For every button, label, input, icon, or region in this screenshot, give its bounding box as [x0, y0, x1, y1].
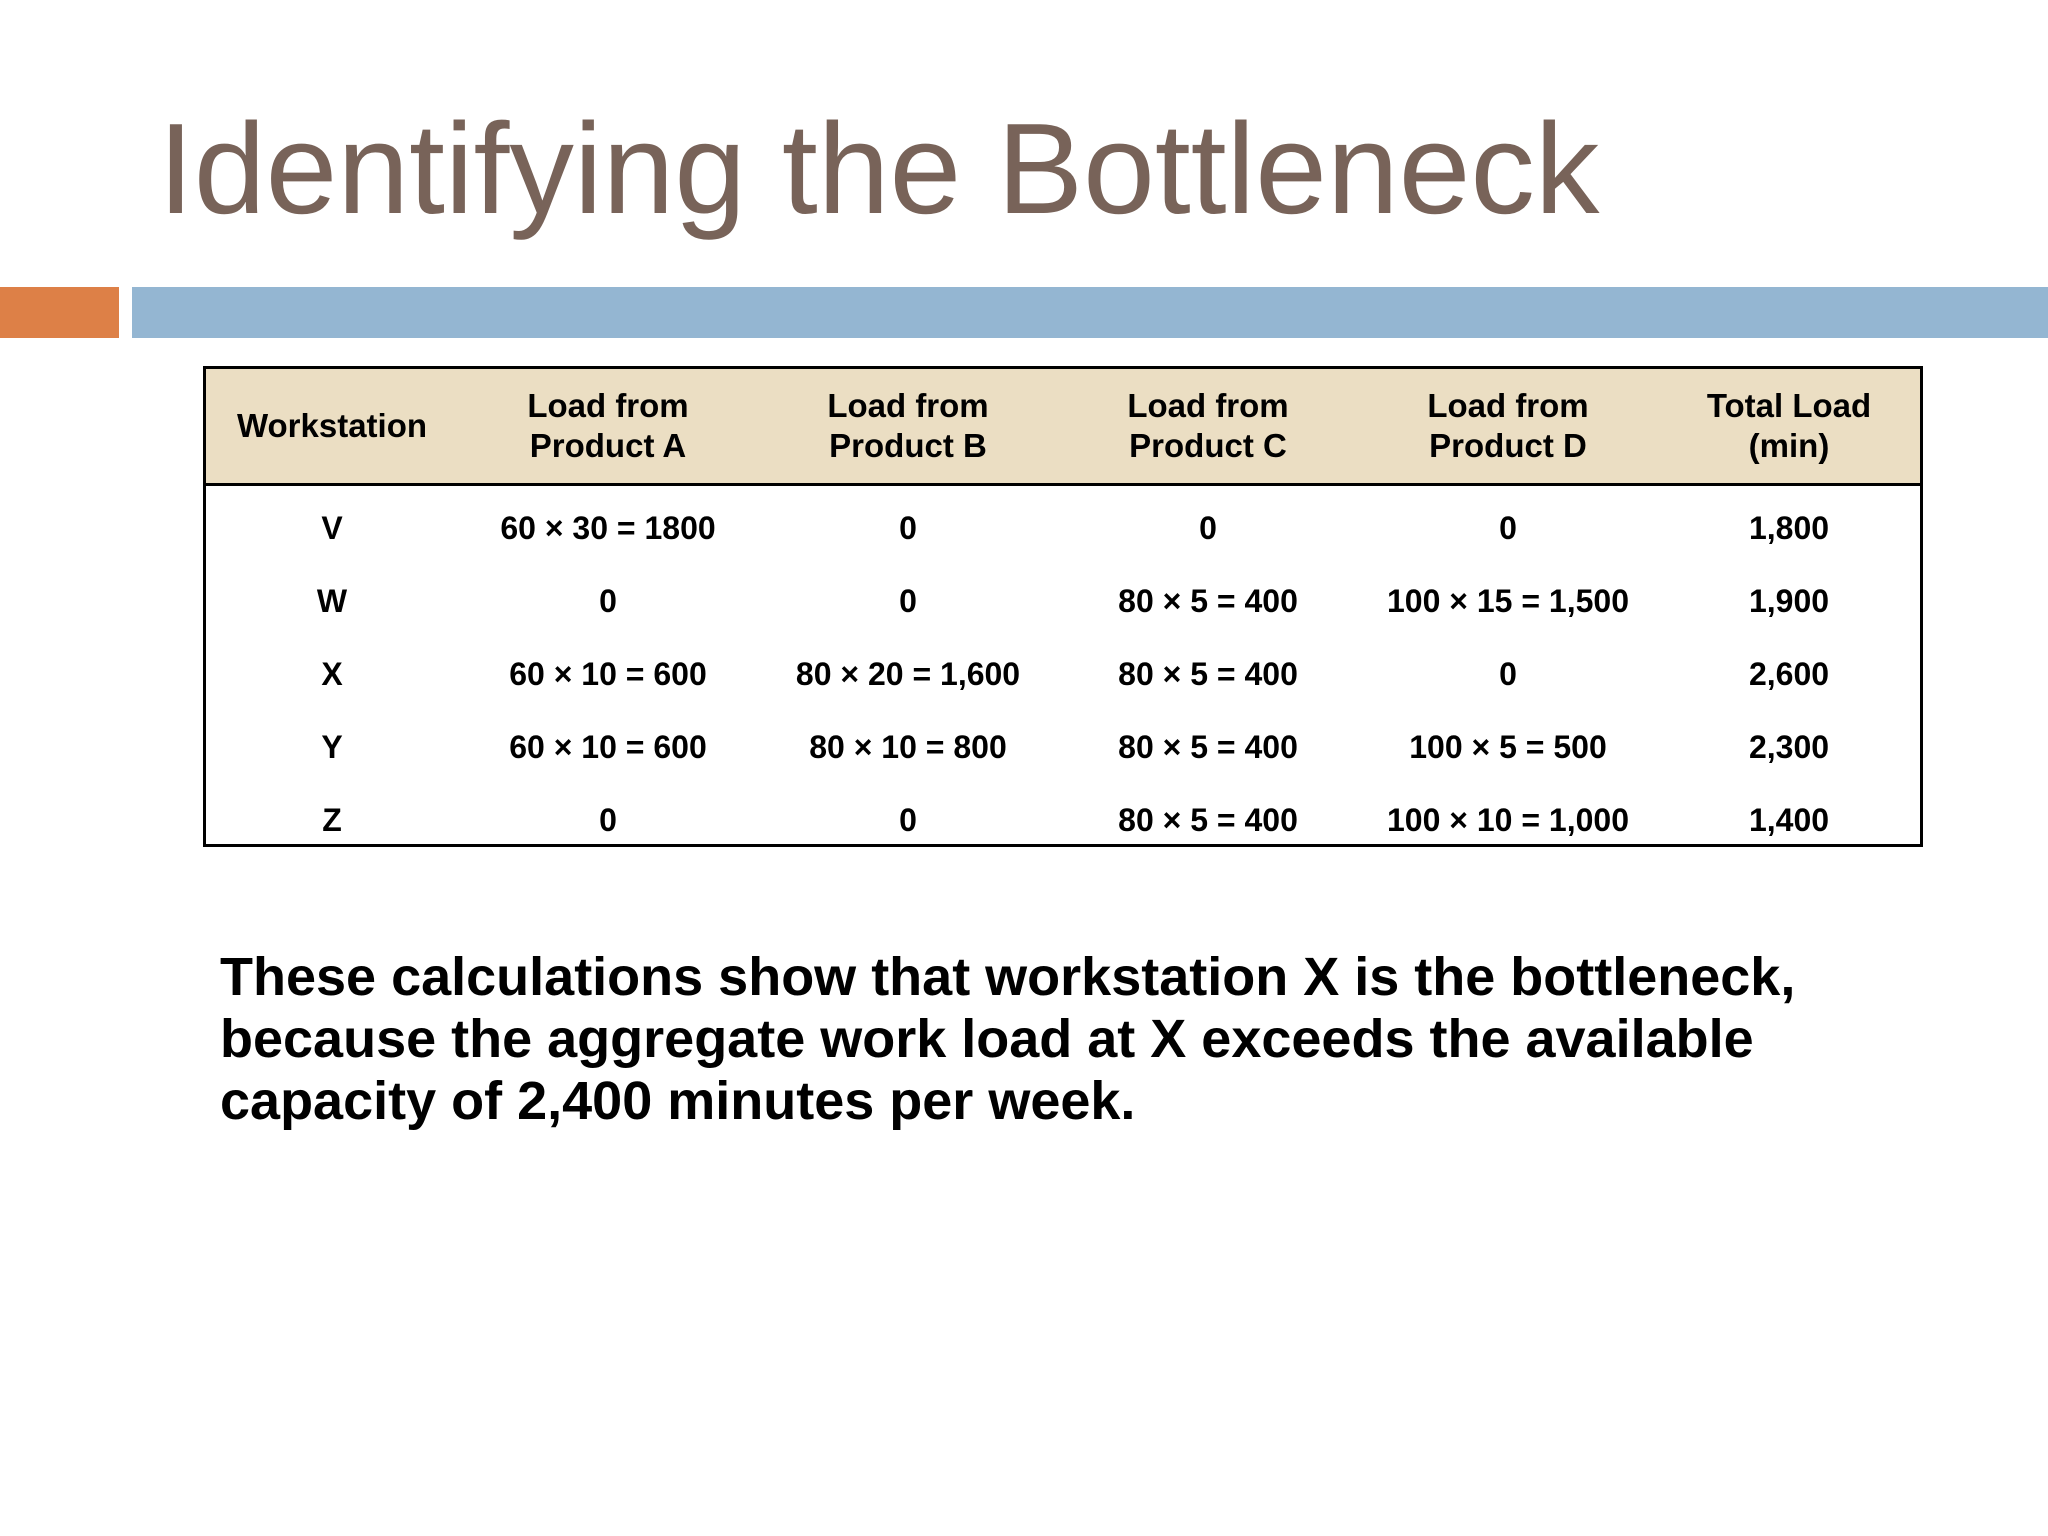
- cell-total-load: 1,400: [1748, 802, 1830, 838]
- header-line: Product D: [1429, 427, 1587, 464]
- cell-total-load: 2,300: [1748, 729, 1830, 765]
- header-total-load: [1658, 369, 1920, 485]
- cell-load-b: 80 × 10 = 800: [809, 729, 1007, 765]
- header-line: Load from: [827, 387, 989, 424]
- cell-workstation: V: [321, 510, 343, 546]
- cell-load-a: 0: [599, 802, 617, 838]
- header-line: Product B: [829, 427, 987, 464]
- table-header-row: [206, 369, 1920, 485]
- header-line: Product A: [529, 427, 687, 464]
- table-row: [206, 711, 1920, 784]
- table-row: [206, 485, 1920, 566]
- header-line: Total Load: [1706, 387, 1872, 424]
- accent-bar-blue: [132, 287, 2048, 338]
- cell-load-c: 80 × 5 = 400: [1118, 729, 1298, 765]
- header-line: Workstation: [236, 407, 428, 444]
- cell-load-b: 80 × 20 = 1,600: [795, 656, 1021, 692]
- workload-table: [206, 369, 1920, 857]
- cell-workstation: X: [321, 656, 343, 692]
- cell-load-d: 100 × 5 = 500: [1409, 729, 1607, 765]
- header-line: Load from: [1127, 387, 1289, 424]
- cell-load-d: 100 × 15 = 1,500: [1387, 583, 1629, 619]
- cell-load-a: 60 × 10 = 600: [509, 729, 707, 765]
- cell-load-b: 0: [899, 583, 917, 619]
- cell-load-c: 80 × 5 = 400: [1118, 583, 1298, 619]
- header-workstation: [206, 369, 458, 485]
- cell-total-load: 1,900: [1748, 583, 1830, 619]
- slide-title: Identifying the Bottleneck: [158, 97, 1600, 241]
- cell-total-load: 1,800: [1748, 510, 1830, 546]
- cell-load-c: 80 × 5 = 400: [1118, 802, 1298, 838]
- header-product-c: [1058, 369, 1358, 485]
- header-line: (min): [1748, 427, 1830, 464]
- header-line: Product C: [1129, 427, 1287, 464]
- cell-load-a: 60 × 10 = 600: [509, 656, 707, 692]
- table-row: [206, 565, 1920, 638]
- header-product-d: [1358, 369, 1658, 485]
- cell-workstation: Y: [321, 729, 343, 765]
- cell-load-b: 0: [899, 802, 917, 838]
- header-product-b: [758, 369, 1058, 485]
- table-row: [206, 784, 1920, 857]
- cell-load-d: 0: [1499, 510, 1517, 546]
- header-product-a: [458, 369, 758, 485]
- cell-workstation: W: [316, 583, 348, 619]
- cell-load-c: 0: [1199, 510, 1217, 546]
- cell-load-d: 0: [1499, 656, 1517, 692]
- cell-workstation: Z: [322, 802, 342, 838]
- workload-table-frame: [203, 366, 1923, 847]
- cell-load-b: 0: [899, 510, 917, 546]
- conclusion-text: These calculations show that workstation X is the bottleneck, because the aggregate work load at X exceeds the available capacity of 2,400 minutes per week.: [220, 947, 1796, 1131]
- header-line: Load from: [1427, 387, 1589, 424]
- accent-bar-orange: [0, 287, 119, 338]
- table-row: [206, 638, 1920, 711]
- cell-load-d: 100 × 10 = 1,000: [1387, 802, 1629, 838]
- cell-total-load: 2,600: [1748, 656, 1830, 692]
- cell-load-a: 0: [599, 583, 617, 619]
- cell-load-c: 80 × 5 = 400: [1118, 656, 1298, 692]
- cell-load-a: 60 × 30 = 1800: [500, 510, 716, 546]
- header-line: Load from: [527, 387, 689, 424]
